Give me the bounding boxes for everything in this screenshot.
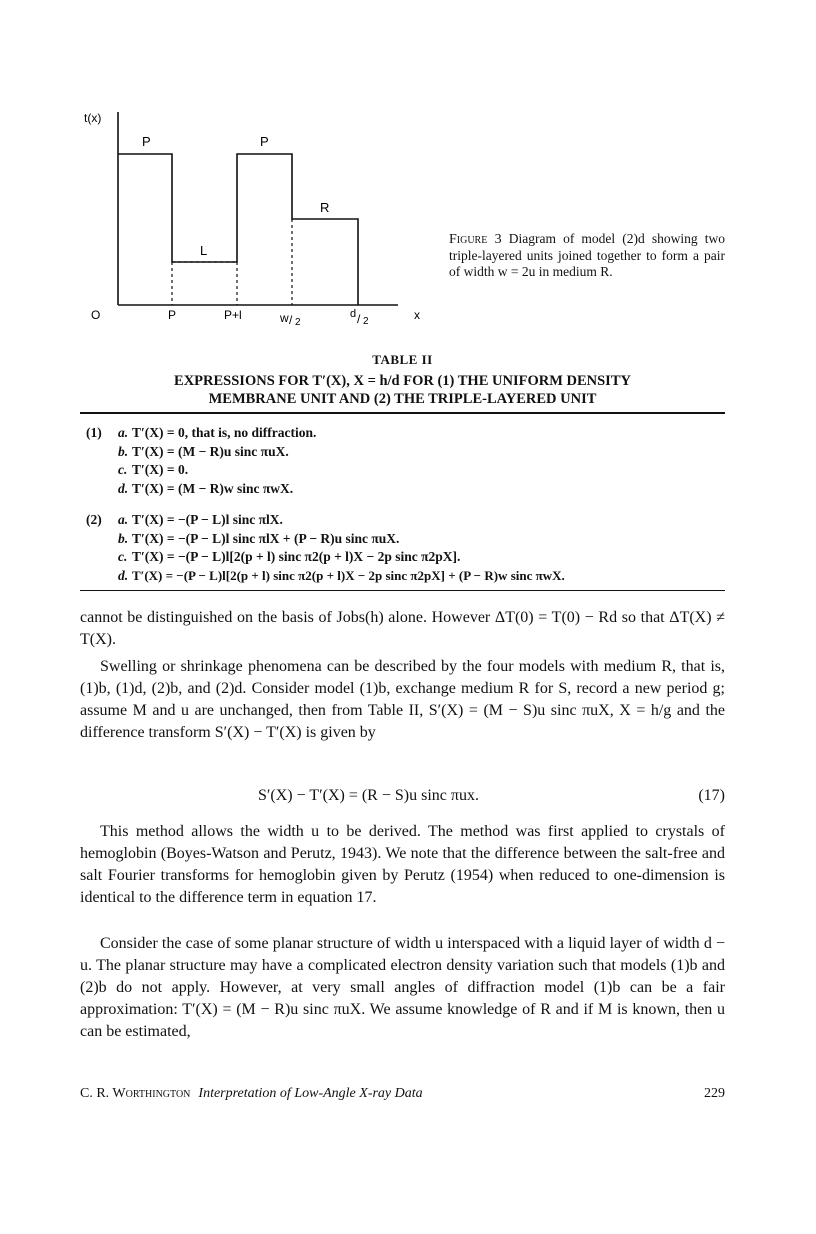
density-profile-line	[118, 154, 358, 305]
row-expr: T′(X) = −(P − L)l[2(p + l) sinc π2(p + l)X − 2p sinc π2pX].	[132, 549, 461, 564]
row-expr: T′(X) = −(P − L)l sinc πlX.	[132, 512, 283, 527]
table-row	[86, 548, 726, 567]
table-caption-line-1: EXPRESSIONS FOR T′(X), X = h/d FOR (1) THE UNIFORM DENSITY	[174, 373, 631, 389]
table-row	[86, 443, 726, 462]
x-tick-d-half	[350, 308, 369, 327]
footer-author: C. R. Worthington	[80, 1086, 191, 1101]
group-label: (1)	[86, 425, 102, 440]
step-profile-diagram	[80, 100, 440, 330]
x-tick-origin: O	[91, 308, 101, 322]
body-paragraph-1: cannot be distinguished on the basis of Jobs(h) alone. However ΔT(0) = T(0) − Rd so that ΔT(X) ≠ T(X).	[80, 609, 725, 648]
svg-text:/: /	[289, 313, 293, 327]
table-title	[80, 352, 725, 408]
y-axis-label: t(x)	[84, 111, 102, 125]
figure-3	[80, 100, 440, 330]
x-tick-w-num: w	[280, 311, 289, 325]
table-row	[86, 424, 726, 443]
row-sub: d.	[118, 567, 129, 583]
x-axis-label: x	[414, 308, 420, 322]
body-paragraph-3: This method allows the width u to be derived. The method was first applied to crystals of hemoglobin (Boyes-Watson and Perutz, 1943). We note that the difference between the salt-free and salt Fourier transforms for hemoglobin given by Perutz (1954) when reduced to one-dimension is identical to the difference term in equation 17.	[80, 823, 725, 906]
row-expr: T′(X) = (M − R)w sinc πwX.	[132, 480, 294, 496]
page-number: 229	[704, 1086, 725, 1101]
row-sub: a.	[118, 512, 129, 527]
segment-label-p2: P	[260, 134, 269, 149]
table-row	[86, 530, 726, 549]
segment-label-l: L	[200, 243, 208, 258]
row-sub: a.	[118, 425, 129, 440]
row-sub: d.	[118, 480, 129, 496]
row-sub: b.	[118, 530, 129, 546]
table-bottom-rule	[80, 590, 725, 591]
table-group-2	[86, 511, 726, 585]
body-paragraph-4: Consider the case of some planar structure of width u interspaced with a liquid layer of width d − u. The planar structure may have a complicated electron density variation such that models (1)b and (2)b do not apply. However, at very small angles of diffraction model (1)b can be a fair approximation: T′(X) = (M − R)u sinc πuX. We assume knowledge of R and if M is known, then u can be estimated,	[80, 935, 725, 1040]
table-row	[86, 567, 726, 586]
group-label: (2)	[86, 512, 102, 527]
table-row	[86, 461, 726, 480]
row-sub: b.	[118, 443, 129, 459]
segment-label-r: R	[320, 200, 330, 215]
table-row	[86, 480, 726, 499]
row-expr: T′(X) = −(P − L)l[2(p + l) sinc π2(p + l)X − 2p sinc π2pX] + (P − R)w sinc πwX.	[132, 567, 565, 583]
svg-text:/: /	[357, 312, 361, 326]
figure-caption	[449, 231, 725, 280]
table-top-rule	[80, 412, 725, 414]
equation-number: (17)	[698, 787, 725, 804]
table-caption-line-2: MEMBRANE UNIT AND (2) THE TRIPLE-LAYERED UNIT	[208, 391, 597, 407]
table-row	[86, 511, 726, 530]
footer-title: Interpretation of Low-Angle X-ray Data	[198, 1086, 423, 1101]
row-expr: T′(X) = (M − R)u sinc πuX.	[132, 443, 289, 459]
figure-caption-label: Figure 3	[449, 232, 502, 247]
row-expr: T′(X) = 0, that is, no diffraction.	[132, 425, 317, 440]
equation-body: S′(X) − T′(X) = (R − S)u sinc πux.	[258, 787, 479, 804]
x-tick-d-num: d	[350, 308, 357, 320]
row-expr: T′(X) = 0.	[132, 462, 189, 477]
row-expr: T′(X) = −(P − L)l sinc πlX + (P − R)u sinc πuX.	[132, 530, 400, 546]
x-tick-w-den: 2	[295, 317, 301, 328]
x-tick-d-den: 2	[363, 316, 369, 327]
body-paragraph-2: Swelling or shrinkage phenomena can be described by the four models with medium R, that is, (1)b, (1)d, (2)b, and (2)d. Consider model (1)b, exchange medium R for S, record a new period g; assume M and u are unchanged, then from Table II, S′(X) = (M − S)u sinc πuX, X = h/g and the difference transform S′(X) − T′(X) is given by	[80, 658, 725, 741]
row-sub: c.	[118, 549, 128, 564]
table-number: TABLE II	[372, 352, 433, 367]
x-tick-w-half	[279, 311, 301, 328]
table-group-1	[86, 424, 726, 498]
x-tick-p-plus-l: P+l	[224, 308, 242, 322]
x-tick-p: P	[168, 308, 177, 322]
segment-label-p1: P	[142, 134, 151, 149]
figure-caption-text: Diagram of model (2)d showing two triple-layered units joined together to form a pair of width w = 2u in medium R.	[449, 231, 726, 279]
table-caption	[80, 372, 725, 408]
row-sub: c.	[118, 462, 128, 477]
page-footer	[80, 1086, 725, 1102]
